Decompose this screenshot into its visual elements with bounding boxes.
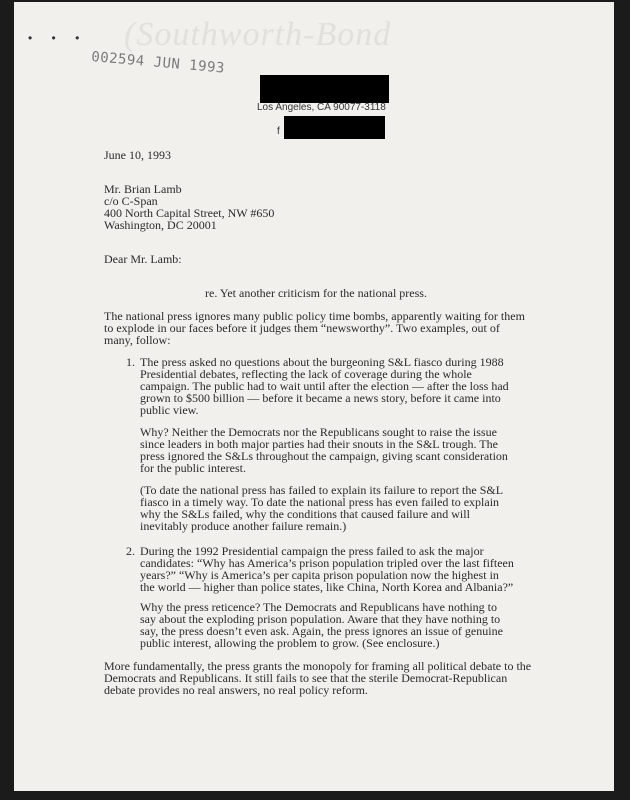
sender-partial-char: f <box>277 126 280 137</box>
text-line: Why the press reticence? The Democrats and Republicans have nothing to <box>140 600 497 614</box>
text-line: inevitably produce another failure remain.) <box>140 519 347 533</box>
redaction-bar <box>260 75 389 103</box>
margin-dots: • • • <box>28 31 88 45</box>
text-line: (To date the national press has failed to explain its failure to report the S&L <box>140 483 504 497</box>
text-line: The press asked no questions about the burgeoning S&L fiasco during 1988 <box>140 355 504 369</box>
text-line: the world — higher than police states, like China, North Korea and Albania?” <box>140 580 514 594</box>
text-line: Why? Neither the Democrats nor the Republicans sought to raise the issue <box>140 425 497 439</box>
text-line: why the S&Ls failed, why the conditions that caused failure and will <box>140 507 470 521</box>
text-line: The national press ignores many public policy time bombs, apparently waiting for them <box>104 309 525 323</box>
text-line: More fundamentally, the press grants the monopoly for framing all political debate to the <box>104 659 532 673</box>
subject-line: re. Yet another criticism for the national press. <box>205 286 427 300</box>
item-number: 2. <box>126 544 135 558</box>
text-line: public interest, allowing the problem to grow. (See enclosure.) <box>140 636 440 650</box>
text-line: years?” “Why is America’s per capita prison population now the highest in <box>140 568 499 582</box>
text-line: press ignored the S&Ls throughout the campaign, giving scant consideration <box>140 449 508 463</box>
item-number: 1. <box>126 355 135 369</box>
recipient-line: 400 North Capital Street, NW #650 <box>104 206 275 220</box>
text-line: grown to $500 billion — before it became a news story, before it came into <box>140 391 501 405</box>
text-line: fiasco in a timely way. To date the national press has even failed to explain <box>140 495 500 509</box>
text-line: campaign. The public had to wait until after the election — after the loss had <box>140 379 509 393</box>
text-line: debate provides no real answers, no real policy reform. <box>104 683 368 697</box>
text-line: Democrats and Republicans. It still fails to see that the sterile Democrat-Republican <box>104 671 508 685</box>
sender-city: Los Angeles, CA 90077-3118 <box>257 102 386 113</box>
item2-why-paragraph <box>140 601 503 649</box>
recipient-line: c/o C-Span <box>104 194 158 208</box>
salutation: Dear Mr. Lamb: <box>104 252 182 266</box>
recipient-line: Mr. Brian Lamb <box>104 182 182 196</box>
text-line: say about the exploding prison population. Aware that they have nothing to <box>140 612 501 626</box>
redaction-bar <box>284 116 385 139</box>
item2-paragraph <box>140 545 514 593</box>
recipient-address <box>104 183 274 231</box>
text-line: candidates: “Why has America’s prison population tripled over the last fifteen <box>140 556 514 570</box>
received-stamp: 002594 JUN 1993 <box>90 49 226 77</box>
closing-paragraph <box>104 660 531 696</box>
item1-why-paragraph <box>140 426 508 474</box>
item1-note-paragraph <box>140 484 503 532</box>
text-line: for the public interest. <box>140 461 246 475</box>
text-line: During the 1992 Presidential campaign the press failed to ask the major <box>140 544 484 558</box>
letterhead-watermark: (Southworth-Bond <box>124 16 392 53</box>
text-line: public view. <box>140 403 199 417</box>
text-line: since leaders in both major parties had their snouts in the S&L trough. The <box>140 437 498 451</box>
letter-page <box>14 2 614 791</box>
recipient-line: Washington, DC 20001 <box>104 218 217 232</box>
letter-date: June 10, 1993 <box>104 148 171 162</box>
text-line: to explode in our faces before it judges them “newsworthy”. Two examples, out of <box>104 321 500 335</box>
text-line: Presidential debates, reflecting the lack of coverage during the whole <box>140 367 472 381</box>
intro-paragraph <box>104 310 525 346</box>
text-line: many, follow: <box>104 333 171 347</box>
item1-paragraph <box>140 356 509 416</box>
text-line: say, the press doesn’t even ask. Again, the press ignores an issue of genuine <box>140 624 503 638</box>
